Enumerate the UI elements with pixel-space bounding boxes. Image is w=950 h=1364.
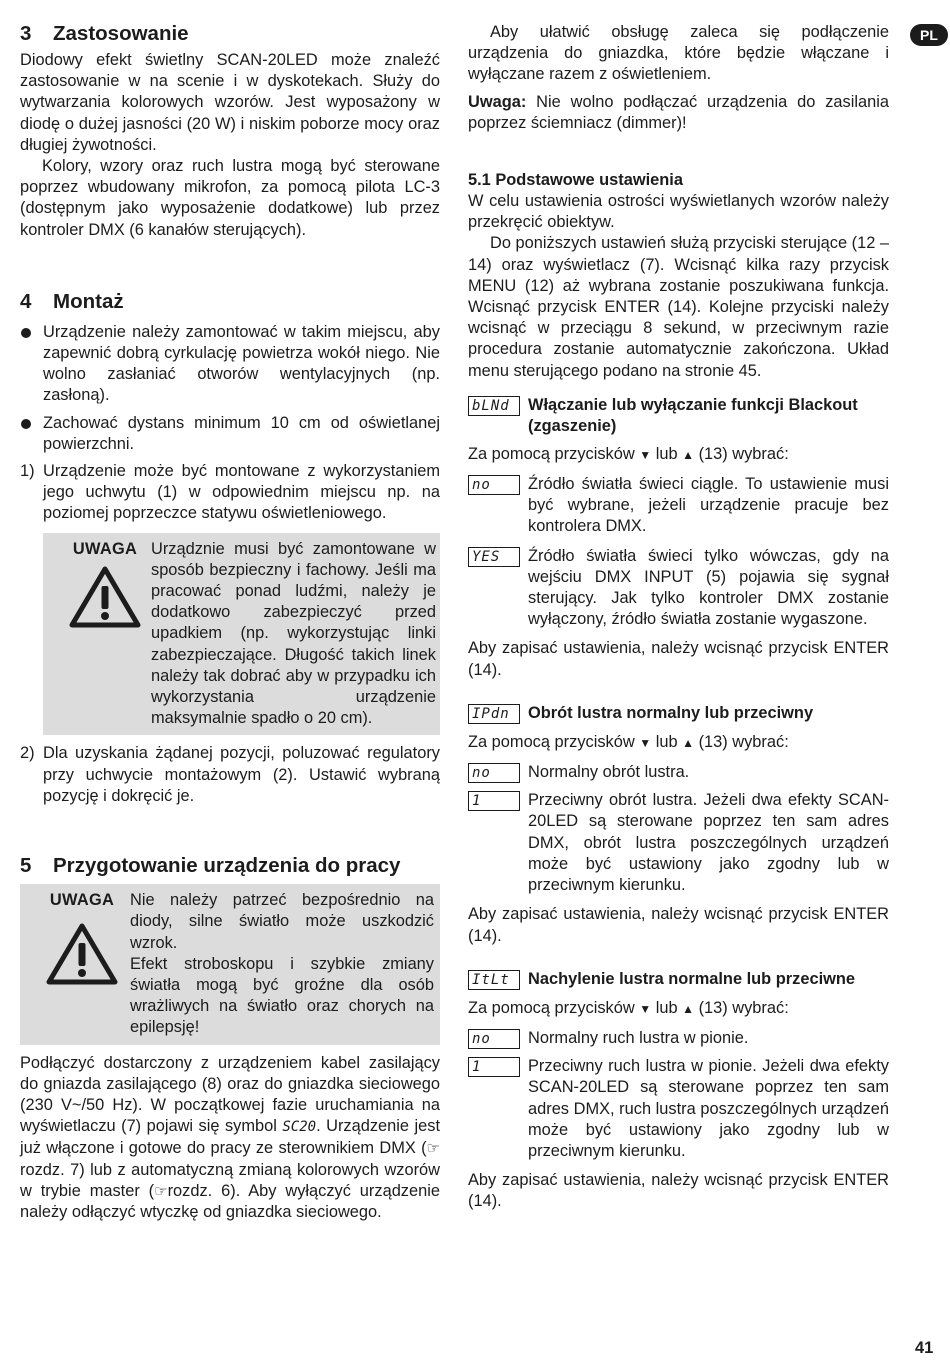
warning-text: Efekt stroboskopu i szybkie zmiany światła mogą być groźne dla osób wrażliwych na światło oraz chorych na epilepsję!: [130, 954, 434, 1037]
option-row: no Normalny ruch lustra w pionie.: [468, 1028, 889, 1049]
section-5-1-paragraph-2: Do poniższych ustawień służą przyciski sterujące (12 – 14) oraz wyświetlacz (7). Wcisnąć kilka razy przycisk MENU (12) aż wybrana zostanie poszukiwana funkcja. Wcisnąć przycisk ENTER (14). Kolejne przyciski należy wcisnąć w przeciągu 8 sekund, w przeciwnym razie procedura zostanie automatycznie zakończona. Układ menu sterującego podano na stronie 45.: [468, 234, 890, 380]
select-instruction: Za pomocą przycisków ▼ lub ▲ (13) wybrać:: [468, 444, 789, 463]
warning-label: UWAGA: [72, 539, 138, 558]
warning-text: Urządznie musi być zamontowane w sposób bezpieczny i fachowy. Jeśli ma pracować ponad ludźmi, należy je dodatkowo zabezpieczyć przed upadkiem (np. wykorzystując linki zabezpieczające. Długość takich linek należy tak dobrać aby w przypadku ich wykorzystania urządzenie maksymalnie spadło o 20 cm).: [151, 539, 436, 728]
section-5-heading: 5 Przygotowanie urządzenia do pracy: [20, 854, 401, 878]
section-5-1-heading: 5.1 Podstawowe ustawienia: [468, 171, 683, 190]
paragraph-dimmer-note: Uwaga: Nie wolno podłączać urządzenia do zasilania poprzez ściemniacz (dimmer)!: [468, 92, 889, 132]
paragraph-outlet: Aby ułatwić obsługę zaleca się podłączenie urządzenia do gniazdka, które będzie włączane i wyłączane razem z oświetleniem.: [468, 23, 889, 84]
right-column: [468, 22, 889, 1213]
section-4-heading: 4 Montaż: [20, 289, 124, 313]
warning-label: UWAGA: [49, 891, 115, 910]
option-row: YES Źródło światła świeci tylko wówczas, gdy na wejściu DMX INPUT (5) pojawia się sygnał sterujący. Jak tylko kontroler DMX zostanie wyłączony, źródło światła zostanie wygaszone.: [468, 546, 889, 631]
display-symbol: SC20: [282, 1119, 317, 1136]
bullet-dot-icon: [21, 328, 31, 338]
pointing-hand-icon: ☞: [426, 1140, 440, 1158]
arrow-down-icon: ▼: [639, 1001, 652, 1016]
display-code: bLNd: [468, 396, 520, 416]
save-instruction: Aby zapisać ustawienia, należy wcisnąć przycisk ENTER (14).: [468, 905, 889, 945]
warning-triangle-icon: [69, 566, 141, 628]
section-5-1-paragraph-1: W celu ustawienia ostrości wyświetlanych wzorów należy przekręcić obiektyw.: [468, 192, 889, 232]
arrow-down-icon: ▼: [639, 447, 652, 462]
function-heading-tilt: ItLt Nachylenie lustra normalne lub przeciwne: [468, 969, 889, 990]
select-instruction: Za pomocą przycisków ▼ lub ▲ (13) wybrać:: [468, 998, 789, 1017]
display-code: 1: [468, 1057, 520, 1077]
section-5-paragraph: Podłączyć dostarczony z urządzeniem kabel zasilający do gniazda zasilającego (8) oraz do gniazdka sieciowego (230 V~/50 Hz). W początkowej fazie uruchamiania na wyświetlaczu (7) pojawi się symbol SC20. Urządzenie jest już włączone i gotowe do pracy ze sterownikiem DMX (☞ rozdz. 7) lub z automatyczną zmianą kolorowych wzorów w trybie master (☞rozdz. 6). Aby wyłączyć urządzenie należy odłączyć wtyczkę od gniazdka sieciowego.: [20, 1053, 440, 1221]
option-row: no Normalny obrót lustra.: [468, 762, 889, 783]
display-code: YES: [468, 547, 520, 567]
display-code: no: [468, 1029, 520, 1049]
numbered-item-2: 2) Dla uzyskania żądanej pozycji, poluzować regulatory przy uchwycie montażowym (2). Ustawić wybraną pozycję i dokręcić je.: [20, 744, 440, 805]
arrow-up-icon: ▲: [682, 735, 695, 750]
warning-text: Nie należy patrzeć bezpośrednio na diody, silne światło może uszkodzić wzrok.: [130, 891, 434, 952]
function-heading-blackout: bLNd Włączanie lub wyłączanie funkcji Blackout (zgaszenie): [468, 395, 889, 437]
save-instruction: Aby zapisać ustawienia, należy wcisnąć przycisk ENTER (14).: [468, 1171, 889, 1211]
warning-box-light: [20, 884, 440, 1044]
select-instruction: Za pomocą przycisków ▼ lub ▲ (13) wybrać:: [468, 732, 789, 751]
arrow-up-icon: ▲: [682, 447, 695, 462]
language-badge: PL: [910, 24, 948, 46]
option-row: no Źródło światła świeci ciągle. To ustawienie musi być wybrane, jeżeli urządzenie pracuje bez kontrolera DMX.: [468, 474, 889, 538]
display-code: 1: [468, 791, 520, 811]
option-row: 1 Przeciwny obrót lustra. Jeżeli dwa efekty SCAN-20LED są sterowane poprzez ten sam adres DMX, obrót lustra poszczególnych urządzeń może być ustawiony jako zgodny lub w przeciwnym kierunku.: [468, 790, 889, 896]
option-row: 1 Przeciwny ruch lustra w pionie. Jeżeli dwa efekty SCAN-20LED są sterowane poprzez ten sam adres DMX, ruch lustra poszczególnych urządzeń może być ustawiony jako zgodny lub w przeciwnym kierunku.: [468, 1056, 889, 1162]
arrow-up-icon: ▲: [682, 1001, 695, 1016]
save-instruction: Aby zapisać ustawienia, należy wcisnąć przycisk ENTER (14).: [468, 639, 889, 679]
pointing-hand-icon: ☞: [154, 1182, 168, 1200]
section-3-paragraph-2: Kolory, wzory oraz ruch lustra mogą być sterowane poprzez wbudowany mikrofon, za pomocą pilota LC-3 (dostępnym jako wyposażenie dodatkowe) lub przez kontroler DMX (6 kanałów sterujących).: [20, 157, 440, 239]
bullet-item: Zachować dystans minimum 10 cm od oświetlanej powierzchni.: [20, 413, 440, 455]
section-3-heading: 3 Zastosowanie: [20, 22, 189, 45]
left-column: [20, 22, 440, 1223]
warning-triangle-icon: [46, 923, 118, 985]
warning-box-mounting: [43, 533, 440, 736]
display-code: no: [468, 763, 520, 783]
display-code: no: [468, 475, 520, 495]
bullet-dot-icon: [21, 419, 31, 429]
display-code: ItLt: [468, 970, 520, 990]
function-heading-rotation: IPdn Obrót lustra normalny lub przeciwny: [468, 703, 889, 724]
arrow-down-icon: ▼: [639, 735, 652, 750]
section-3-paragraph-1: Diodowy efekt świetlny SCAN-20LED może znaleźć zastosowanie w na scenie i w dyskotekach. Służy do wytwarzania kolorowych wzorów. Jest wyposażony w diodę o dużej jasności (20 W) i niskim poborze mocy oraz długiej żywotności.: [20, 51, 440, 154]
page-number: 41: [915, 1339, 934, 1357]
numbered-item-1: 1) Urządzenie może być montowane z wykorzystaniem jego uchwytu (1) w odpowiednim miejscu np. na poziomej poprzeczce statywu oświetleniowego.: [20, 462, 440, 523]
display-code: IPdn: [468, 704, 520, 724]
bullet-item: Urządzenie należy zamontować w takim miejscu, aby zapewnić dobrą cyrkulację powietrza wokół niego. Nie wolno zasłaniać otworów wentylacyjnych (np. zasłoną).: [20, 322, 440, 407]
